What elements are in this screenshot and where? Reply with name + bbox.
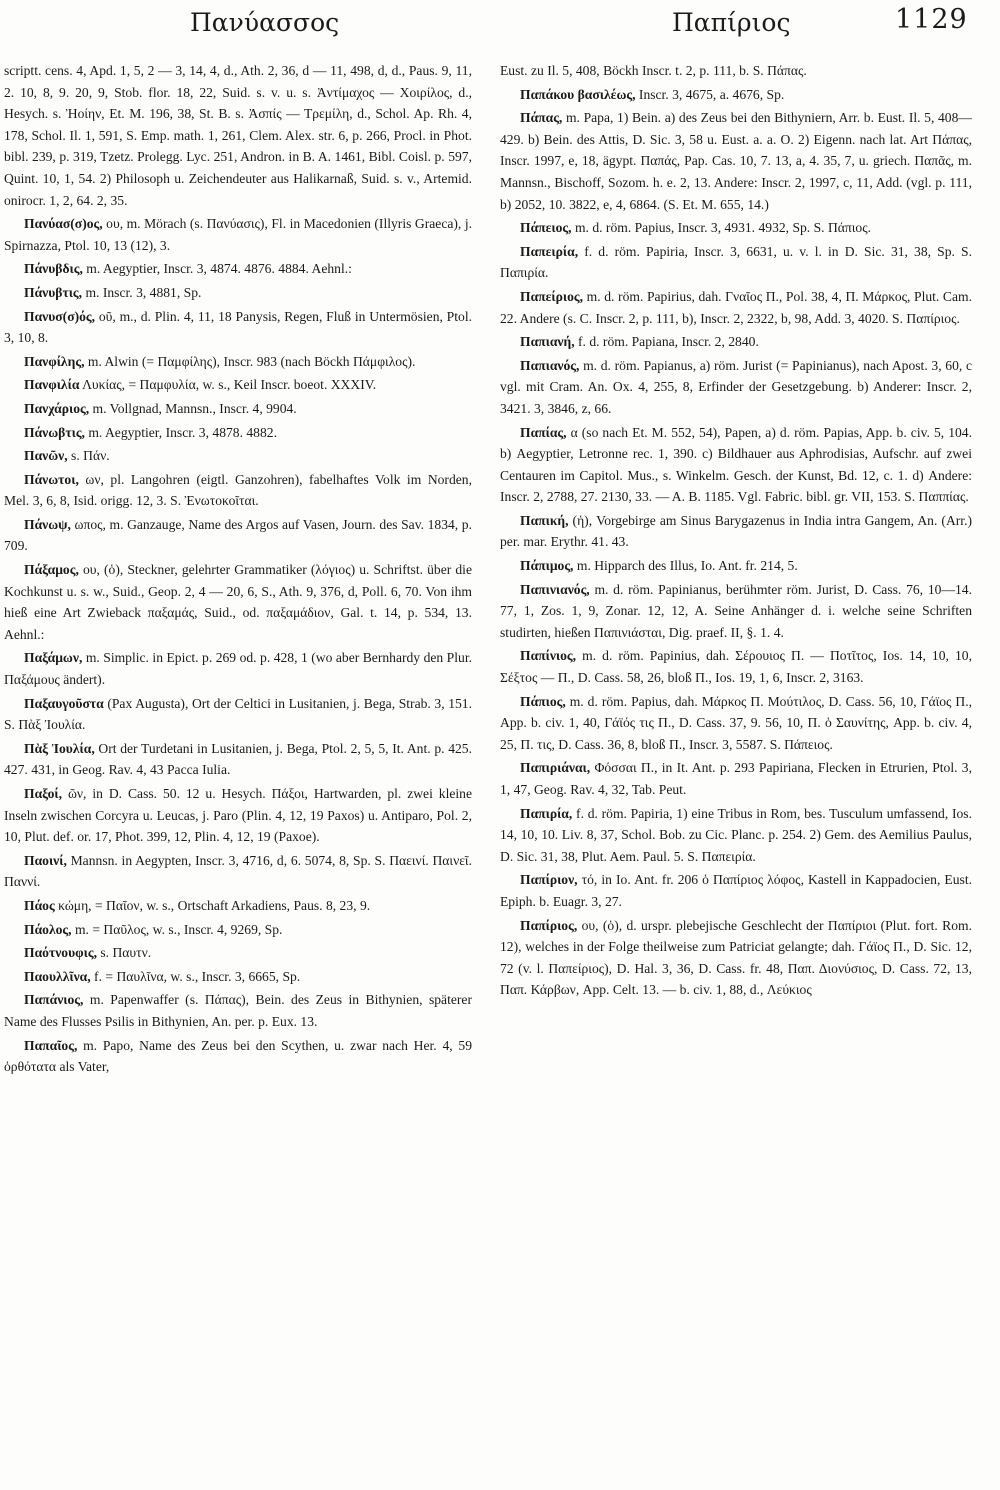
entry-headword: Παότνουφις, [24,945,97,961]
entry-text: m. Hipparch des Illus, Io. Ant. fr. 214, 5. [573,558,798,574]
dictionary-entry [500,60,972,82]
entry-text: s. Πάν. [67,448,110,464]
dictionary-entry [500,331,972,353]
dictionary-entry [4,693,472,736]
entry-text: κώμη, = Παῖον, w. s., Ortschaft Arkadiens, Paus. 8, 23, 9. [54,897,371,913]
entry-headword: Παπίνιος, [520,648,577,664]
entry-headword: Παπίριος, [520,917,578,933]
entry-text: m. d. röm. Papius, dah. Μάρκος Π. Μούτιλος, D. Cass. 56, 10, Γάϊος Π., App. b. civ. 1, 40, Γάϊός τις Π., D. Cass. 37, 9. 56, 10, Π. ὁ Σαυνίτης, App. b. civ. 4, 25, Π. τις, D. Cass. 36, 8, bloß Π., Inscr. 3, 5587. S. Πάπειος. [500,693,972,752]
entry-headword: Παπίριον, [520,872,578,888]
entry-headword: Πὰξ Ἰουλία, [24,740,95,756]
left-running-headword: Πανύασσος [190,8,340,37]
entry-headword: Πάπιμος, [520,558,574,574]
dictionary-entry [4,783,472,848]
dictionary-entry [4,351,472,373]
right-running-headword: Παπίριος [672,8,791,37]
dictionary-entry [4,374,472,396]
entry-headword: Πανύασ(σ)ος, [24,216,103,232]
entry-text: Mannsn. in Aegypten, Inscr. 3, 4716, d, 6. 5074, 8, Sp. S. Παεινί. Παινεῖ. Παννί. [4,852,472,890]
entry-text: s. Παυτν. [96,945,152,961]
entry-text: f. d. röm. Papiria, 1) eine Tribus in Rom, bes. Tusculum umfassend, Ios. 14, 10, 10. Liv. 8, 37, Schol. Bob. zu Cic. Planc. p. 254. 2) Gem. des Aemilius Paulus, D. Sic. 31, 38, Plut. Aem. Paul. 5. S. Παπειρία. [500,805,972,864]
dictionary-entry [500,757,972,800]
dictionary-entry [4,966,472,988]
dictionary-entry [500,803,972,868]
entry-headword: Πάνωψ, [24,516,71,532]
dictionary-entry [500,355,972,420]
dictionary-entry [500,510,972,553]
dictionary-entry [500,869,972,912]
entry-text: (ἡ), Vorgebirge am Sinus Barygazenus in India intra Gangem, An. (Arr.) per. mar. Erythr. 41. 43. [500,512,972,550]
entry-text: m. Papenwaffer (s. Πάπας), Bein. des Zeus in Bithynien, späterer Name des Flusses Psilis in Bithynien, An. per. p. Eux. 13. [4,992,472,1029]
dictionary-entry [4,1035,472,1078]
entry-text: m. d. röm. Papius, Inscr. 3, 4931. 4932, Sp. S. Πάπιος. [571,220,872,236]
entry-headword: Παπαῖος, [24,1037,78,1053]
dictionary-entry [4,398,472,420]
entry-text: ῶν, in D. Cass. 50. 12 u. Hesych. Πάξοι, Hartwarden, pl. zwei kleine Inseln zwischen Corcyra u. Leucas, j. Paro (Plin. 4, 12, 19 Paxos) u. Antiparo, Pol. 2, 10, Plut. def. or. 17, Phot. 399, 12, Plin. 4, 12, 19 (Paxoe). [4,786,472,845]
dictionary-entry [4,469,472,512]
dictionary-entry [4,850,472,893]
entry-text: Inscr. 3, 4675, a. 4676, Sp. [635,86,785,102]
entry-text: scriptt. cens. 4, Apd. 1, 5, 2 — 3, 14, 4, d., Ath. 2, 36, d — 11, 498, d, d., Paus. 9, 11, 2. 10, 8, 9. 20, 9, Stob. flor. 18, 22, Suid. s. v. u. s. Ἀντίμαχος — Χοιρίλος, d., Hesych. s. Ἠοίην, Et. M. 196, 38, St. B. s. Ἀσπίς — Τρεμίλη, d., Schol. Ap. Rh. 4, 178, Schol. Il. 1, 591, S. Emp. math. 1, 261, Clem. Alex. str. 6, p. 266, Procl. in Phot. bibl. 239, p. 319, Tzetz. Prolegg. Lyc. 251, Andron. in B. A. 1461, Bibl. Coisl. p. 597, Quint. 10, 1, 54. 2) Philosoph u. Zeichendeuter aus Halikarnaß, Suid. s. v., Artemid. onirocr. 1, 2, 64. 2, 35. [4,63,472,208]
entry-text: m. Aegyptier, Inscr. 3, 4878. 4882. [84,424,277,440]
entry-text: m. Simplic. in Epict. p. 269 od. p. 428, 1 (wo aber Bernhardy den Plur. Παξάμους ändert). [4,650,472,688]
dictionary-entry [500,691,972,756]
entry-headword: Πάνυβδις, [24,261,83,277]
entry-text: Eust. zu Il. 5, 408, Böckh Inscr. t. 2, p. 111, b. S. Πάπας. [500,63,807,78]
dictionary-entry [500,84,972,106]
entry-text: m. Vollgnad, Mannsn., Inscr. 4, 9904. [89,400,297,416]
dictionary-entry [4,942,472,964]
entry-text: m. d. röm. Papinianus, berühmter röm. Jurist, D. Cass. 76, 10—14. 77, 1, Zos. 1, 9, Zonar. 12, 12, A. Seine Anhänger d. i. welche seine Schriften studirten, hießen Παπινιάσται, Dig. praef. II, §. 1. 4. [500,581,972,640]
dictionary-entry [500,286,972,329]
entry-headword: Πανφίλης, [24,353,85,369]
entry-text: m. = Παῦλος, w. s., Inscr. 4, 9269, Sp. [71,921,283,937]
entry-headword: Παπίας, [520,424,567,440]
entry-text: ου, (ὁ), d. urspr. plebejische Geschlecht der Παπίριοι (Plut. fort. Rom. 12), welches in der Folge theilweise zum Patriciat gelangte; dah. Γάϊος Π., D. Sic. 12, 72 (v. l. Παπείριος), D. Hal. 3, 36, D. Cass. fr. 48, Παπ. Διονύσιος, D. Cass. 72, 13, Παπ. Κάρβων, App. Celt. 13. — b. civ. 1, 88, d., Λεύκιος [500,917,972,998]
entry-text: m. Papo, Name des Zeus bei den Scythen, u. zwar nach Her. 4, 59 ὀρθότατα als Vater, [4,1037,472,1075]
entry-headword: Πάπιος, [520,693,566,709]
right-column [500,60,972,1003]
dictionary-entry [4,60,472,211]
entry-headword: Πάπας, [520,110,563,126]
entry-text: Λυκίας, = Παμφυλία, w. s., Keil Inscr. boeot. XXXIV. [79,377,377,393]
dictionary-entry [4,559,472,645]
entry-headword: Παπιανός, [520,357,580,373]
entry-text: τό, in Io. Ant. fr. 206 ὁ Παπίριος λόφος, Kastell in Kappadocien, Eust. Epiph. b. Euagr. 3, 27. [500,872,972,909]
entry-text: m. Alwin (= Παμφίλης), Inscr. 983 (nach Böckh Πάμφιλος). [84,353,416,369]
entry-headword: Παπιριάναι, [520,760,591,776]
dictionary-entry [4,738,472,781]
entry-headword: Παουλλῖνα, [24,968,91,984]
entry-text: ων, pl. Langohren (eigtl. Ganzohren), fabelhaftes Volk im Norden, Mel. 3, 6, 8, Isid. origg. 12, 3. S. Ἐνωτοκοῖται. [4,471,472,509]
entry-headword: Παξοί, [24,786,63,801]
entry-headword: Παξάμων, [24,650,83,666]
entry-text: Ort der Turdetani in Lusitanien, j. Bega, Ptol. 2, 5, 5, It. Ant. p. 425. 427. 431, in Geog. Rav. 4, 43 Pacca Iulia. [4,740,472,778]
dictionary-entry [500,579,972,644]
entry-text: Φόσσαι Π., in It. Ant. p. 293 Papiriana, Flecken in Etrurien, Ptol. 3, 1, 47, Geog. Rav. 4, 32, Tab. Peut. [500,760,972,797]
dictionary-entry [500,422,972,508]
dictionary-entry [500,645,972,688]
entry-text: α (so nach Et. M. 552, 54), Papen, a) d. röm. Papias, App. b. civ. 5, 104. b) Aegyptier, Letronne rec. 1, 390. c) Bildhauer aus Aphrodisias, Aufschr. auf zwei Centauren im Capitol. Mus., s. Winkelm. Gesch. der Kunst, Bd. 12, c. 1. d) Andere: Inscr. 2, 2788, 27. 2130, 33. — A. B. 1185. Vgl. Fabric. bibl. gr. VII, 153. S. Παππίας. [500,424,972,505]
dictionary-entry [4,306,472,349]
entry-text: ωπος, m. Ganzauge, Name des Argos auf Vasen, Journ. des Sav. 1834, p. 709. [4,516,472,554]
dictionary-entry [4,213,472,256]
entry-headword: Πάξαμος, [24,562,79,578]
entry-headword: Πανφιλία [24,377,80,393]
left-column [4,60,472,1080]
entry-text: m. d. röm. Papinius, dah. Σέρουιος Π. — Ποτῖτος, Ios. 14, 10, 10, Σέξτος — Π., D. Cass. 58, 26, bloß Π., Ios. 19, 1, 6, Inscr. 2, 3163. [500,648,972,686]
entry-headword: Παπική, [520,512,569,528]
entry-headword: Παξαυγοῦστα [24,695,104,711]
entry-text: m. Inscr. 3, 4881, Sp. [82,284,202,300]
entry-headword: Πανῶν, [24,448,68,464]
entry-text: ου, (ὁ), Steckner, gelehrter Grammatiker (λόγιος) u. Schriftst. über die Kochkunst u. s. w., Suid., Geop. 2, 4 — 20, 6, S., Ath. 9, 376, d, Poll. 6, 70. Von ihm hieß eine Art Zwieback παξαμάς, Suid., od. παξαμάδιον, Gal. t. 14, p. 534, 13. Aehnl.: [4,562,472,642]
entry-headword: Πάνυβτις, [24,284,83,300]
entry-text: (Pax Augusta), Ort der Celtici in Lusitanien, j. Bega, Strab. 3, 151. S. Πὰξ Ἰουλία. [4,695,472,733]
dictionary-entry [500,241,972,284]
dictionary-entry [4,514,472,557]
entry-headword: Παπάκου βασιλέως, [520,86,636,102]
dictionary-entry [4,989,472,1032]
entry-text: f. d. röm. Papiria, Inscr. 3, 6631, u. v. l. in D. Sic. 31, 38, Sp. S. Παπιρία. [500,243,972,281]
entry-headword: Παοινί, [24,852,67,868]
page-header [0,2,1000,46]
entry-headword: Πανυσ(σ)ός, [24,308,96,324]
entry-text: m. Aegyptier, Inscr. 3, 4874. 4876. 4884. Aehnl.: [82,261,352,277]
entry-headword: Πάνωβτις, [24,424,85,440]
page-number: 1129 [895,4,968,35]
entry-text: m. d. röm. Papirius, dah. Γναῖος Π., Pol. 38, 4, Π. Μάρκος, Plut. Cam. 22. Andere (s. C. Inscr. 2, p. 111, b), Inscr. 2, 2322, b, 98, Add. 3, 4020. S. Παπίριος. [500,288,972,326]
entry-headword: Παπινιανός, [520,581,590,597]
entry-text: m. Papa, 1) Bein. a) des Zeus bei den Bithyniern, Arr. b. Eust. Il. 5, 408—429. b) Bein. des Attis, D. Sic. 3, 58 u. Eust. a. a. O. 2) Eigenn. nach lat. Art Πάπας, Inscr. 1997, e, 18, ägypt. Παπάς, Pap. Cas. 10, 7. 13, a, 4. 35, 7, u. griech. Παπᾶς, m. Mannsn., Bischoff, Sozom. h. e. 2, 13. Andere: Inscr. 2, 1997, c, 11, Add. (vgl. p. 111, b) 2052, 10. 3822, e, 4, 6864. (S. Et. M. 655, 14.) [500,110,972,212]
entry-text: f. d. röm. Papiana, Inscr. 2, 2840. [574,334,759,350]
dictionary-entry [500,217,972,239]
entry-text: ου, m. Mörach (s. Πανύασις), Fl. in Macedonien (Illyris Graeca), j. Spirnazza, Ptol. 10, 13 (12), 3. [4,216,472,253]
dictionary-entry [4,647,472,690]
entry-headword: Παπιρία, [520,805,573,821]
entry-headword: Παπειρία, [520,243,579,259]
dictionary-entry [4,282,472,304]
entry-text: f. = Παυλῖνα, w. s., Inscr. 3, 6665, Sp. [90,968,301,984]
entry-headword: Παπείριος, [520,288,584,304]
entry-headword: Παπιανή, [520,334,575,350]
dictionary-entry [500,107,972,215]
entry-text: οῦ, m., d. Plin. 4, 11, 18 Panysis, Regen, Fluß in Untermösien, Ptol. 3, 10, 8. [4,308,472,346]
dictionary-entry [500,555,972,577]
entry-headword: Πάολος, [24,921,72,937]
entry-headword: Παπάνιος, [24,992,84,1008]
entry-headword: Πάπειος, [520,220,572,236]
dictionary-entry [4,445,472,467]
dictionary-entry [4,422,472,444]
dictionary-entry [4,258,472,280]
dictionary-entry [500,915,972,1001]
entry-headword: Πανχάριος, [24,400,90,416]
entry-headword: Πάνωτοι, [24,471,79,487]
entry-text: m. d. röm. Papianus, a) röm. Jurist (= Papinianus), nach Apost. 3, 60, c vgl. mit Cram. An. Ox. 4, 255, 8, Erfinder der Gesetzgebung. b) Anderer: Inscr. 2, 3421. 3, 3846, z, 66. [500,357,972,416]
entry-headword: Πάος [24,897,55,913]
dictionary-entry [4,919,472,941]
dictionary-entry [4,895,472,917]
